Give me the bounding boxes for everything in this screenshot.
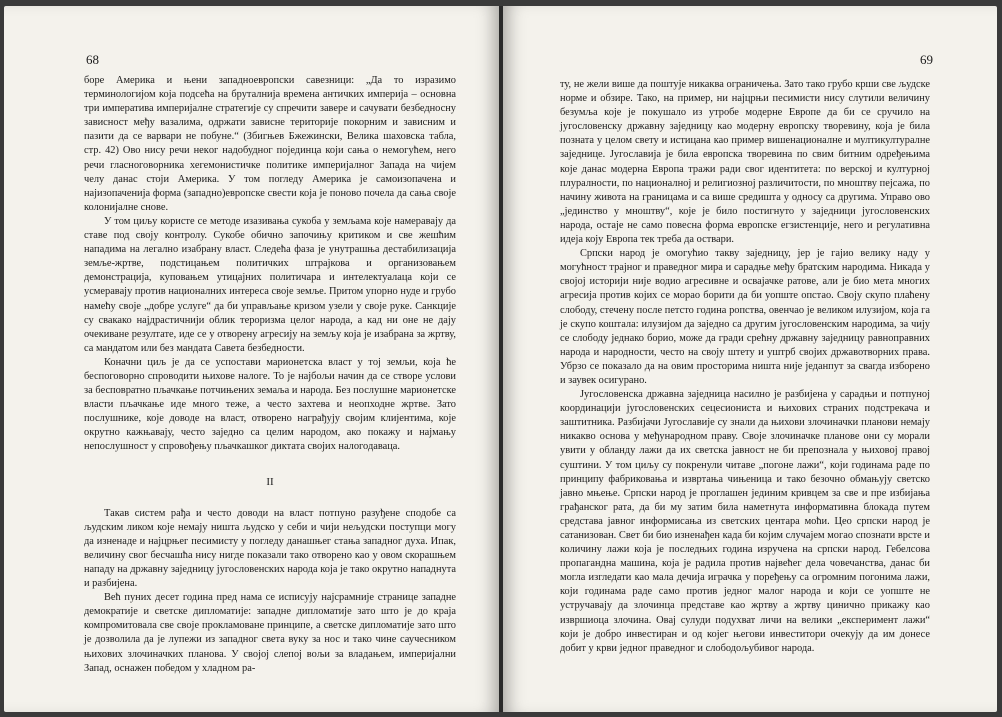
paragraph: Коначни циљ је да се успостави марионетска власт у тој земљи, која ће беспоговорно спроводити њихове налоге. То је најбољи начин да се створе услови за бесповратно пљачкање потчињених земаља и народа. Без послушне марионетске власти пљачкање иде много теже, а често захтева и неопходне жртве. Зато послушнике, које доводе на власт, отворено награђују својим клијентима, које окрутно кажњавају, често заједно са целим народом, ако покажу и најмању непослушност у спровођењу пљачкашког диктата својих налогодаваца. bbox=[84, 356, 456, 453]
page-body bbox=[84, 74, 456, 676]
paragraph: Такав систем рађа и често доводи на власт потпуно разуђене сподобе са људским ликом које немају ништа људско у себи и чији нељудски поступци могу да изненаде и најцрњег песимисту у погледу данашњег стања западног духа. Ипак, величину свог бесчашћа нису нигде показали тако отворено као у овом скорашњем нападу на државну заједницу југословенских народа која је тако окрутно нападнута и разбијена. bbox=[84, 507, 456, 590]
paragraph: У том циљу користе се методе изазивања сукоба у земљама које намеравају да ставе под своју контролу. Сукобе обично започињу критиком и све жешћим нападима на легално изабрану власт. Следећа фаза је унутрашња дестабилизација земље-жртве, подстицањем политичких штрајкова и организовањем демонстрација, куповањем утицајних политичара и интелектуалаца који се усмеравају против националних интереса своје земље. Притом упорно нуде и грубо намећу своје „добре услуге“ да би управљање кризом узели у своје руке. Санкције су свакако најдрастичнији облик тероризма целог народа, а кад ни оне не дају очекиване резултате, иде се у отворену агресију на земљу која је изабрана за жртву, са мандатом или без мандата Савета безбедности. bbox=[84, 215, 456, 354]
paragraph: Југословенска државна заједница насилно је разбијена у сарадњи и потпуној координацији југословенских сецесиониста и њихових страних подстрекача и заштитника. Разбијачи Југославије су знали да њихови злочиначки планови немају никакво основа у међународном праву. Своје злочиначке планове они су морали увити у обланду лажи да их светска јавност не би препознала у њиховој правој суштини. У том циљу су покренули читаве „погоне лажи“, који годинама раде по принципу фабриковања и извртања чињеница и тако безочно обмањују светско јавно мњење. Српски народ је проглашен јединим кривцем за све и пре избијања грађанског рата, да би му затим била наметнута информативна блокада путем средстава јавног информисања из светских центара моћи. Цео српски народ је сатанизован. Свет би био изненађен када би којим случајем могао спознати врсте и количину лажи која је последњих година изручена на српски народ. Гебелсова пропагандна машина, која је радила против највећег дела човечанства, данас би могла изгледати као мала дечија играчка у поређењу са огромним погонима лажи, који годинама раде само против једног малог народа и који се уопште не устручавају да злочинца представе као жртву а жртву цинично прикажу као извршиоца злочина. Овај сулуди подухват личи на велики „експеримент лажи“ који је добро инвестиран и од којег његови инвеститори очекују да им донесе добит у крви једног праведног и слободољубивог народа. bbox=[560, 389, 930, 654]
page-number: 69 bbox=[920, 52, 933, 67]
paragraph: Већ пуних десет година пред нама се исписују најсрамније странице западне демократије и светске дипломатије: западне дипломатије зато што је до краја компромитовала све своје прокламоване принципе, а светске дипломатије зато што је дозволила да је лупежи из западног света вуку за нос и тако чине саучесником њихових злочиначких планова. У својој слепој вољи за владањем, империјални Запад, оснажен победом у хладном ра- bbox=[84, 592, 456, 674]
page-number: 68 bbox=[86, 52, 99, 67]
page-body bbox=[560, 78, 930, 656]
paragraph: боре Америка и њени западноевропски савезници: „Да то изразимо терминологијом која подсећа на бруталнија времена античких империја – основна три императива империјалне стратегије су спречити заверe и сачувати безбедносну зависност међу вазалима, одржати зависне територије покорним и зависним и пазити да се варвари не побуне.“ (Збигњев Бжежински, Велика шаховска табла, стр. 42) Ово нису речи некoг надобудног појединца који сања о немогућем, него речи гласноговорника хегемонистичке политике империјалног Запада на чијем челу данас стоји Америка. У том погледу Америка је самоизопачена и најизопаченија форма (западно)европске свести која је поново почела да сања своје колонијалне снове. bbox=[84, 75, 456, 213]
right-page bbox=[503, 6, 997, 712]
paragraph: Српски народ је омогућио такву заједницу, јер је гајио велику наду у могућност трајног и праведног мира и сарадње међу братским народима. Никада у својој историји није водио агресивне и освајачке ратове, али је био мета многих агресија против којих се морао борити да би уопште опстао. Своју скупо плаћену слободу, стечену после петсто година ропства, овенчао је великом илузијом, која га је скупо коштала: илузијом да заједно са другим југословенским народима, за чију се слободу једнако борио, може да гради срећну државну заједницу равноправних народа и народности, често на своју штету и уштрб својих државотворних права. Убрзо се показало да на овим просторима ништа није једанпут за свагда изборено и заувек осигурано. bbox=[560, 248, 930, 386]
paragraph: ту, не жели више да поштује никаква ограничења. Зато тако грубо крши све људске норме и обзире. Тако, на пример, ни најцрњи песимисти нису слутили величину безумља које је покушало из утробе модерне Европе да би се сручило на југословенску државну заједницу као модерну европску творевину, која је била позната у целом свету и истицана као пример вишенационалне и мултикултуралне заједнице. Југославија је била европска творевина по свим битним одређењима које данас модерна Европа тражи ради свог идентитета: по верској и културној плуралности, по националној и религиозној различитости, по мноштву пејсажа, по начину живота на границама и са више средишта у односу са другима. Управо ово „јединство у мноштву“, које је било постигнуто у заједници југословенских народа, остаје не само повесна форма европске егзистенције, него и регулативна идеја коју Европа тек треба да оствари. bbox=[560, 79, 930, 246]
section-heading: II bbox=[266, 475, 274, 488]
left-page bbox=[4, 6, 499, 712]
